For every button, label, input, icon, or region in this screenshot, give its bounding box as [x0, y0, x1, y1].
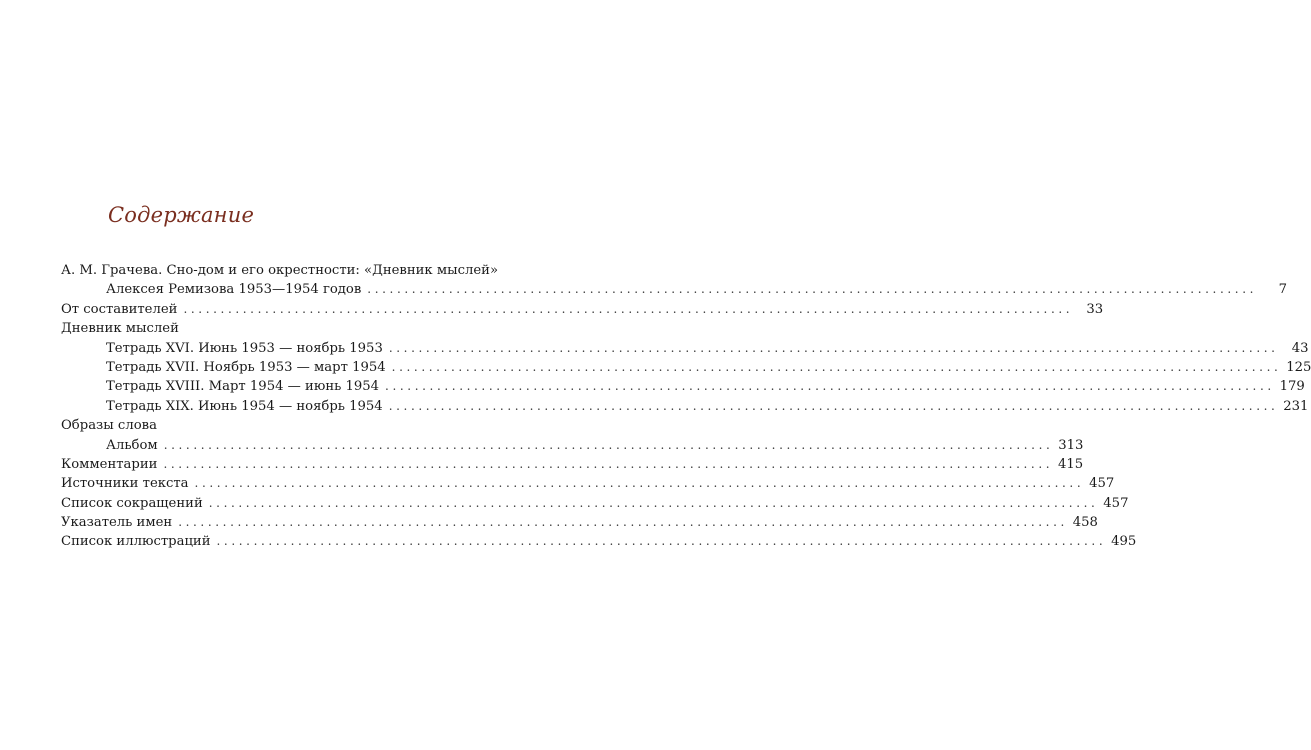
toc-entry [61, 319, 485, 338]
toc-entry [61, 339, 1309, 358]
toc-entry [61, 397, 1309, 416]
toc-entry-text: Указатель имен [61, 513, 178, 532]
toc-page-number: 179 [1279, 379, 1305, 395]
toc-entry-text: Тетрадь XVIII. Март 1954 — июнь 1954 [106, 377, 385, 396]
toc-leader-dots: ........................................................................................................................ [388, 398, 1279, 413]
toc-page-number: 458 [1072, 515, 1098, 531]
toc-leader-dots: ........................................................................................................................ [385, 379, 1275, 394]
toc-page-number: 125 [1286, 359, 1311, 375]
toc-page-number: 7 [1278, 282, 1288, 298]
toc-entry [61, 377, 1305, 396]
toc-entry-text: Альбом [106, 436, 164, 455]
toc-entry-text: Образы слова [61, 416, 163, 435]
toc-page-number: 495 [1111, 534, 1137, 550]
table-of-contents [61, 261, 1311, 552]
toc-entry [61, 532, 1137, 551]
toc-page-number: 33 [1086, 301, 1104, 317]
toc-entry-text: Список иллюстраций [61, 532, 217, 551]
toc-page-number: 231 [1283, 398, 1309, 414]
toc-entry-text: Тетрадь XVII. Ноябрь 1953 — март 1954 [106, 358, 392, 377]
toc-page-number: 457 [1103, 495, 1129, 511]
toc-leader-dots: ........................................................................................................................ [367, 282, 1258, 297]
toc-entry-text: Тетрадь XVI. Июнь 1953 — ноябрь 1953 [106, 339, 389, 358]
toc-leader-dots: ........................................................................................................................ [194, 476, 1085, 491]
toc-title: Содержание [108, 203, 255, 227]
toc-leader-dots: ........................................................................................................................ [208, 495, 1099, 510]
toc-page-number: 457 [1089, 476, 1115, 492]
toc-entry [61, 494, 1129, 513]
toc-leader-dots: ........................................................................................................................ [183, 301, 1074, 316]
toc-leader-dots: ........................................................................................................................ [163, 437, 1054, 452]
toc-page-number: 415 [1058, 456, 1084, 472]
toc-page-number: 313 [1058, 437, 1084, 453]
toc-leader-dots: ........................................................................................................................ [163, 456, 1054, 471]
toc-leader-dots: ........................................................................................................................ [391, 359, 1282, 374]
toc-entry [61, 416, 485, 435]
toc-entry-text: Алексея Ремизова 1953—1954 годов [106, 280, 367, 299]
toc-leader-dots: ........................................................................................................................ [388, 340, 1279, 355]
toc-entry [61, 436, 1084, 455]
toc-entry [61, 513, 1098, 532]
toc-entry-text: От составителей [61, 300, 183, 319]
toc-leader-dots: ........................................................................................................................ [216, 534, 1107, 549]
toc-entry [61, 261, 499, 280]
toc-page-number: 43 [1291, 340, 1309, 356]
toc-entry [61, 300, 1104, 319]
toc-entry [61, 280, 1288, 299]
toc-entry [61, 474, 1115, 493]
toc-entry-text: Список сокращений [61, 494, 209, 513]
toc-entry-text: Тетрадь XIX. Июнь 1954 — ноябрь 1954 [106, 397, 389, 416]
toc-entry-text: Дневник мыслей [61, 319, 185, 338]
toc-entry [61, 358, 1311, 377]
toc-entry-text: А. М. Грачева. Сно-дом и его окрестности: «Дневник мыслей» [61, 261, 504, 280]
toc-entry [61, 455, 1084, 474]
toc-entry-text: Источники текста [61, 474, 195, 493]
toc-leader-dots: ........................................................................................................................ [178, 515, 1068, 530]
toc-entry-text: Комментарии [61, 455, 163, 474]
